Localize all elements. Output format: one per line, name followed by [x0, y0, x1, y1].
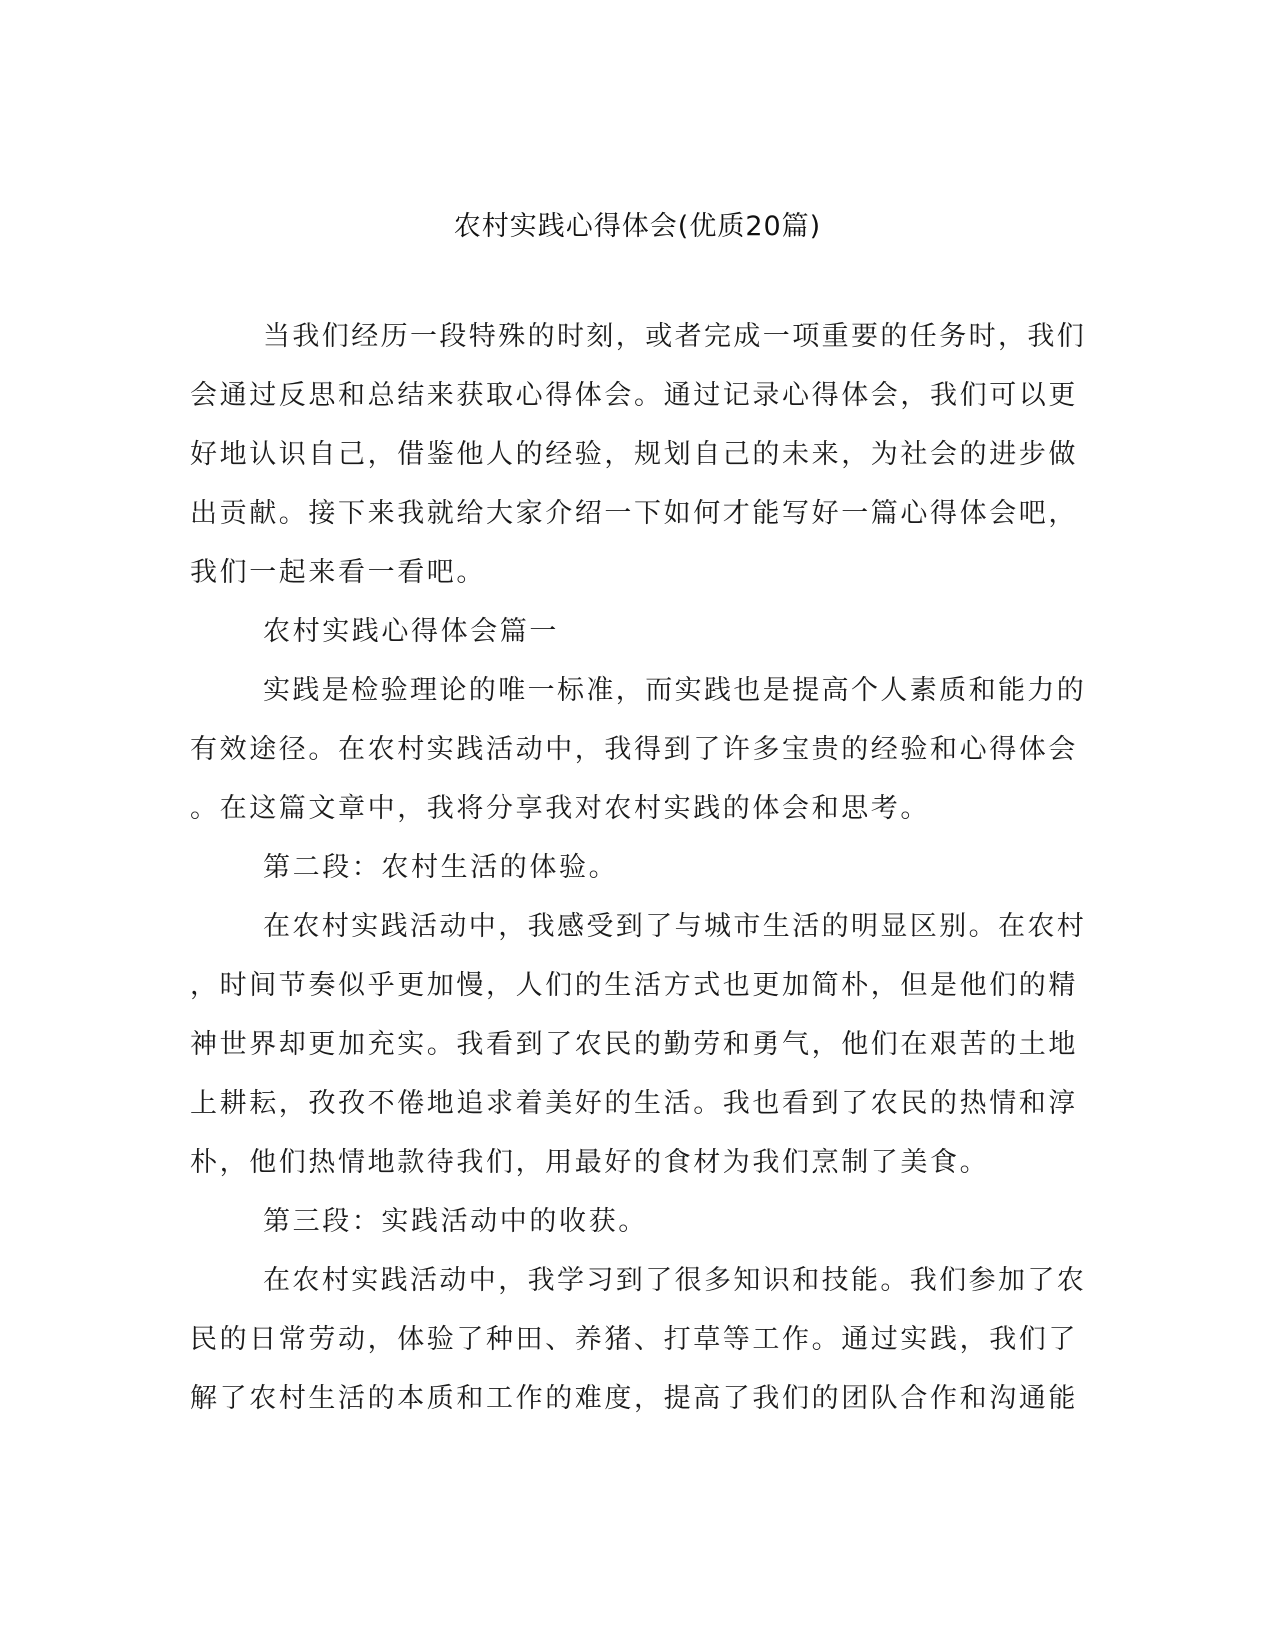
text-line: 解了农村生活的本质和工作的难度，提高了我们的团队合作和沟通能 [190, 1383, 1078, 1414]
text-line: 好地认识自己，借鉴他人的经验，规划自己的未来，为社会的进步做 [190, 439, 1078, 470]
section-heading: 第三段：实践活动中的收获。 [263, 1206, 648, 1237]
text-line: 在农村实践活动中，我感受到了与城市生活的明显区别。在农村 [263, 911, 1087, 942]
text-line: 朴，他们热情地款待我们，用最好的食材为我们烹制了美食。 [190, 1147, 990, 1178]
text-line: 在农村实践活动中，我学习到了很多知识和技能。我们参加了农 [263, 1265, 1087, 1296]
text-line: 有效途径。在农村实践活动中，我得到了许多宝贵的经验和心得体会 [190, 734, 1078, 765]
section-heading: 第二段：农村生活的体验。 [263, 852, 619, 883]
text-line: 神世界却更加充实。我看到了农民的勤劳和勇气，他们在艰苦的土地 [190, 1029, 1078, 1060]
section-heading: 农村实践心得体会篇一 [263, 616, 559, 647]
document-title: 农村实践心得体会(优质20篇) [453, 211, 822, 242]
text-line: 实践是检验理论的唯一标准，而实践也是提高个人素质和能力的 [263, 675, 1087, 706]
text-line: 。在这篇文章中，我将分享我对农村实践的体会和思考。 [190, 793, 930, 824]
text-line: 当我们经历一段特殊的时刻，或者完成一项重要的任务时，我们 [263, 321, 1087, 352]
text-line: 出贡献。接下来我就给大家介绍一下如何才能写好一篇心得体会吧， [190, 498, 1078, 529]
text-line: ，时间节奏似乎更加慢，人们的生活方式也更加简朴，但是他们的精 [190, 970, 1078, 1001]
text-line: 民的日常劳动，体验了种田、养猪、打草等工作。通过实践，我们了 [190, 1324, 1078, 1355]
text-line: 会通过反思和总结来获取心得体会。通过记录心得体会，我们可以更 [190, 380, 1078, 411]
text-line: 上耕耘，孜孜不倦地追求着美好的生活。我也看到了农民的热情和淳 [190, 1088, 1078, 1119]
text-line: 我们一起来看一看吧。 [190, 557, 486, 588]
